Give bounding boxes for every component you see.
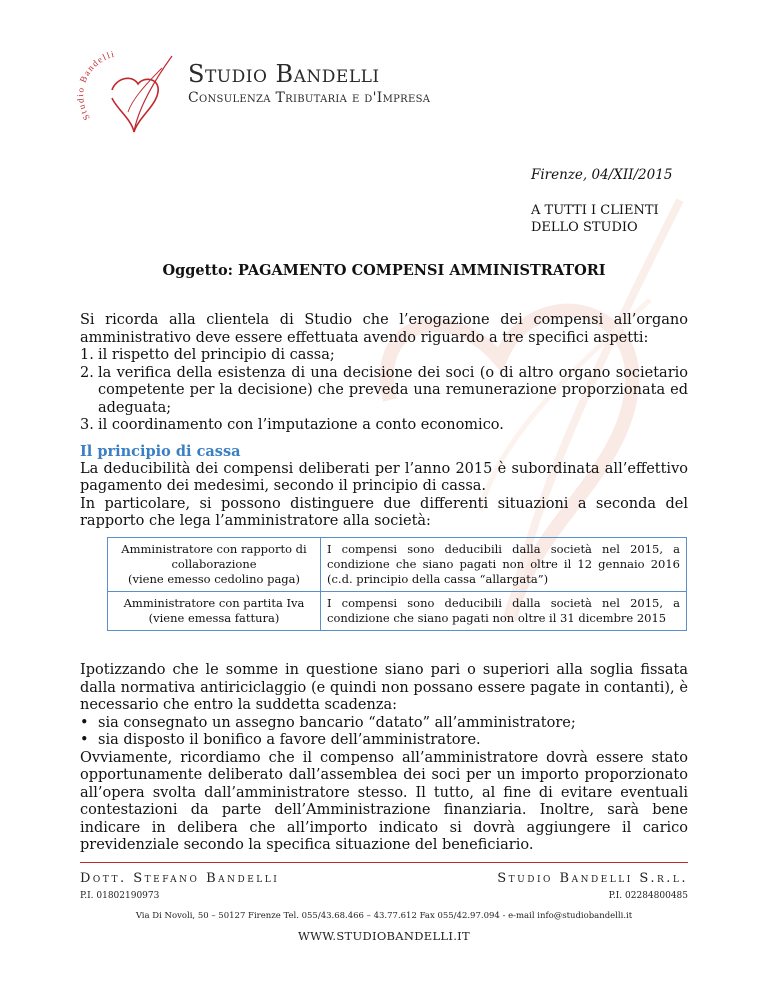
body-paragraph: Ovviamente, ricordiamo che il compenso all’amministratore dovrà essere stato opportunamente deliberato dall’assemblea dei soci per un importo proporzionato all’opera svolta dall’amministratore stesso. Il tutto, al fine di evitare eventuali contestazioni da parte dell’Amministrazione finanziaria. Inoltre, sarà bene indicare in delibera che all’importo indicato si dovrà aggiungere il carico previdenziale secondo la specifica situazione del beneficiario.: [80, 749, 688, 853]
list-item: [80, 732, 688, 750]
letter-date: Firenze, 04/XII/2015: [531, 167, 673, 183]
aspects-list: [80, 347, 688, 435]
cell-line: Amministratore con rapporto di: [121, 542, 307, 556]
list-text: il rispetto del principio di cassa;: [98, 347, 335, 363]
payment-section: [80, 662, 688, 855]
brand-subtitle: Consulenza Tributaria e d'Impresa: [188, 90, 431, 106]
table-row: [108, 538, 687, 592]
section-paragraph: La deducibilità dei compensi deliberati per l’anno 2015 è subordinata all’effettivo pagamento dei medesimi, secondo il principio di cassa.: [80, 460, 688, 494]
bullet-icon: •: [80, 732, 89, 748]
list-number: 1.: [80, 347, 94, 363]
footer-right-vat: P.I. 02284800485: [608, 891, 688, 901]
payment-bullets: [80, 715, 688, 750]
recipient-line: DELLO STUDIO: [531, 220, 638, 235]
footer-divider: [80, 862, 688, 863]
list-item: [80, 417, 688, 435]
list-number: 3.: [80, 417, 94, 433]
list-text: il coordinamento con l’imputazione a conto economico.: [98, 417, 504, 433]
bullet-icon: •: [80, 714, 89, 731]
cell-line: (viene emessa fattura): [148, 611, 280, 625]
table-row: [108, 592, 687, 631]
list-text: sia disposto il bonifico a favore dell’amministratore.: [98, 732, 481, 748]
list-text: la verifica della esistenza di una decisione dei soci (o di altro organo societario competente per la decisione) che preveda una remunerazione proporzionata ed adeguata;: [98, 364, 688, 416]
section-heading: Il principio di cassa: [80, 443, 241, 460]
intro-section: [80, 312, 688, 435]
list-item: [80, 365, 688, 418]
table-cell-condition: I compensi sono deducibili dalla società nel 2015, a condizione che siano pagati non oltre il 12 gennaio 2016 (c.d. principio della cassa “allargata”): [321, 538, 687, 592]
cell-line: (viene emesso cedolino paga): [127, 572, 301, 586]
cash-principle-section: [80, 443, 688, 531]
footer-website-link[interactable]: WWW.STUDIOBANDELLI.IT: [298, 929, 470, 943]
list-item: [80, 347, 688, 365]
list-number: 2.: [80, 364, 94, 381]
brand-block: [188, 60, 430, 106]
intro-paragraph: Si ricorda alla clientela di Studio che l’erogazione dei compensi all’organo amministrativo deve essere effettuata avendo riguardo a tre specifici aspetti:: [80, 312, 688, 346]
cell-line: collaborazione: [171, 557, 257, 571]
deductibility-table: [107, 537, 687, 631]
footer-right-name: Studio Bandelli S.r.l.: [497, 871, 688, 886]
table-cell-condition: I compensi sono deducibili dalla società nel 2015, a condizione che siano pagati non oltre il 31 dicembre 2015: [321, 592, 687, 631]
footer-address: Via Di Novoli, 50 – 50127 Firenze Tel. 055/43.68.466 – 43.77.612 Fax 055/42.97.094 - e-mail info@studiobandelli.it: [135, 911, 633, 921]
heart-signature-logo-icon: [72, 48, 182, 143]
recipient-line: A TUTTI I CLIENTI: [531, 203, 659, 218]
footer-left-vat: P.I. 01802190973: [80, 891, 160, 901]
list-item: [80, 715, 688, 733]
cell-line: Amministratore con partita Iva: [123, 596, 305, 610]
section-paragraph: In particolare, si possono distinguere due differenti situazioni a seconda del rapporto che lega l’amministratore alla società:: [80, 495, 688, 529]
recipient-block: [531, 202, 659, 236]
letter-subject: Oggetto: PAGAMENTO COMPENSI AMMINISTRATORI: [162, 262, 606, 279]
footer-left-name: Dott. Stefano Bandelli: [80, 871, 280, 886]
svg-text:Studio Bandelli: [75, 49, 116, 123]
table-cell-type: [108, 592, 321, 631]
logo-text: Studio Bandelli: [75, 48, 117, 123]
brand-name: Studio Bandelli: [188, 60, 380, 88]
body-paragraph: Ipotizzando che le somme in questione siano pari o superiori alla soglia fissata dalla normativa antiriciclaggio (e quindi non possano essere pagate in contanti), è necessario che entro la suddetta scadenza:: [80, 662, 688, 713]
table-cell-type: [108, 538, 321, 592]
list-text: sia consegnato un assegno bancario “datato” all’amministratore;: [98, 714, 576, 731]
